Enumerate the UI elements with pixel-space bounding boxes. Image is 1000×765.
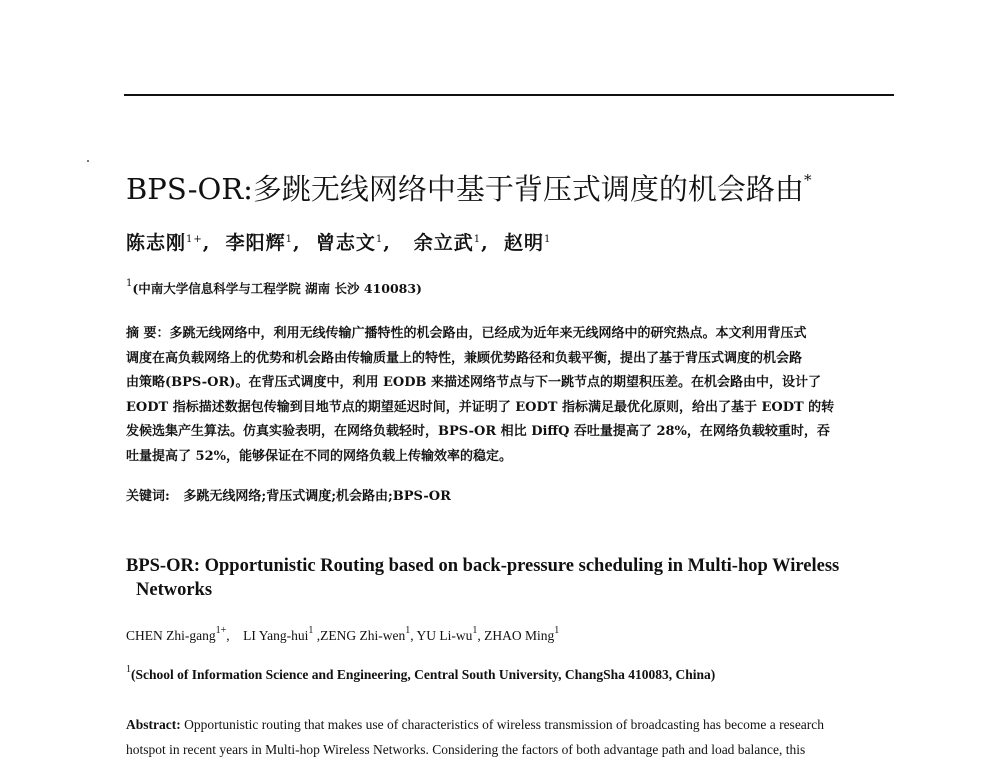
abstract-cn-text: 多跳无线网络中，利用无线传输广播特性的机会路由，已经成为近年来无线网络中的研究热点。本文利用背压式 <box>169 326 807 341</box>
author-cn-sup: 1 <box>473 234 482 245</box>
author-en-name: ZHAO Ming <box>484 628 555 643</box>
affiliation-en-sup: 1 <box>126 664 131 675</box>
abstract-cn-line: 由策略(BPS-OR)。在背压式调度中，利用 EODB 来描述网络节点与下一跳节点的期望积压差。在机会路由中，设计了 <box>126 375 821 390</box>
author-en-sep: , <box>410 628 417 643</box>
author-en-sup: 1+ <box>215 625 227 636</box>
abstract-cn-line: 调度在高负载网络上的优势和机会路由传输质量上的特性，兼顾优势路径和负载平衡，提出了基于背压式调度的机会路 <box>126 350 803 366</box>
author-en-sup: 1 <box>472 625 478 636</box>
author-en <box>126 625 240 643</box>
author-cn <box>226 232 293 254</box>
affiliation-cn-text: (中南大学信息科学与工程学院 湖南 长沙 410083) <box>132 281 422 296</box>
abstract-cn-line: 发候选集产生算法。仿真实验表明，在网络负载轻时，BPS-OR 相比 DiffQ 吞吐量提高了 28%，在网络负载较重时，吞 <box>126 424 830 439</box>
author-cn-sup: 1 <box>544 234 552 245</box>
affiliation-cn-sup: 1 <box>126 278 133 289</box>
author-cn <box>316 232 383 254</box>
author-en <box>416 625 485 643</box>
author-cn-sup: 1 <box>375 234 384 245</box>
abstract-en-line <box>126 715 896 740</box>
abstract-cn <box>126 322 896 469</box>
author-en-sep: , <box>226 628 240 643</box>
author-en-name: CHEN Zhi-gang <box>126 628 216 643</box>
title-footnote-mark: * <box>803 171 812 189</box>
author-cn-name: 曾志文 <box>315 232 376 254</box>
paper-title-en <box>126 554 839 602</box>
scan-speck <box>87 160 89 162</box>
author-en-name: YU Li-wu <box>416 628 473 643</box>
author-cn-sup: 1+ <box>186 234 203 245</box>
abstract-cn-line <box>126 322 896 347</box>
affiliation-en <box>126 664 715 683</box>
author-cn <box>126 232 203 254</box>
keywords-cn-text: 多跳无线网络;背压式调度;机会路由;BPS-OR <box>183 489 451 504</box>
abstract-en-line: hotspot in recent years in Multi-hop Wireless Networks. Considering the factors of both advantage path and load balance, this <box>126 742 806 757</box>
author-cn-sup: 1 <box>285 234 294 245</box>
author-en-sup: 1 <box>554 625 560 636</box>
author-en-sup: 1 <box>405 625 411 636</box>
paper-title-cn-text: BPS-OR:多跳无线网络中基于背压式调度的机会路由 <box>126 172 804 206</box>
header-rule <box>124 94 894 96</box>
authors-en <box>126 625 559 644</box>
author-cn-name: 李阳辉 <box>225 232 286 254</box>
affiliation-cn <box>126 278 422 297</box>
author-en-name: LI Yang-hui <box>243 628 309 643</box>
paper-title-en-line: Networks <box>136 580 213 600</box>
author-en-sep: , <box>313 628 321 643</box>
keywords-cn-label: 关键词: <box>126 489 170 504</box>
authors-cn: 陈志刚$^{1+}$, 李阳辉$^1$, 曾志文$^1$, 余立武$^1$, 赵明$^1$ <box>126 232 552 254</box>
author-cn-name: 陈志刚 <box>126 232 187 254</box>
author-cn <box>504 232 551 254</box>
affiliation-en-text: (School of Information Science and Engineering, Central South University, ChangSha 410083, China) <box>131 667 716 682</box>
abstract-cn-label: 摘 要： <box>126 326 170 341</box>
abstract-en-label: Abstract: <box>126 717 181 732</box>
abstract-cn-line: EODT 指标描述数据包传输到目地节点的期望延迟时间，并证明了 EODT 指标满足最优化原则，给出了基于 EODT 的转 <box>126 399 835 415</box>
author-en <box>320 625 417 643</box>
abstract-cn-line: 吐量提高了 52%，能够保证在不同的网络负载上传输效率的稳定。 <box>126 448 512 464</box>
paper-title-cn <box>126 160 811 209</box>
author-en-name: ZENG Zhi-wen <box>320 628 406 643</box>
paper-title-en-line: BPS-OR: Opportunistic Routing based on back-pressure scheduling in Multi-hop Wireless <box>126 556 840 576</box>
abstract-en <box>126 715 896 765</box>
author-cn <box>414 232 481 254</box>
author-en-sup: 1 <box>308 625 314 636</box>
abstract-en-text: Opportunistic routing that makes use of characteristics of wireless transmission of broadcasting has become a research <box>180 717 825 732</box>
author-en-sep: , <box>477 628 485 643</box>
author-cn-name: 余立武 <box>413 232 474 254</box>
author-en <box>243 625 321 643</box>
keywords-cn <box>126 485 451 504</box>
author-cn-name: 赵明 <box>503 232 544 254</box>
author-en <box>484 625 560 643</box>
